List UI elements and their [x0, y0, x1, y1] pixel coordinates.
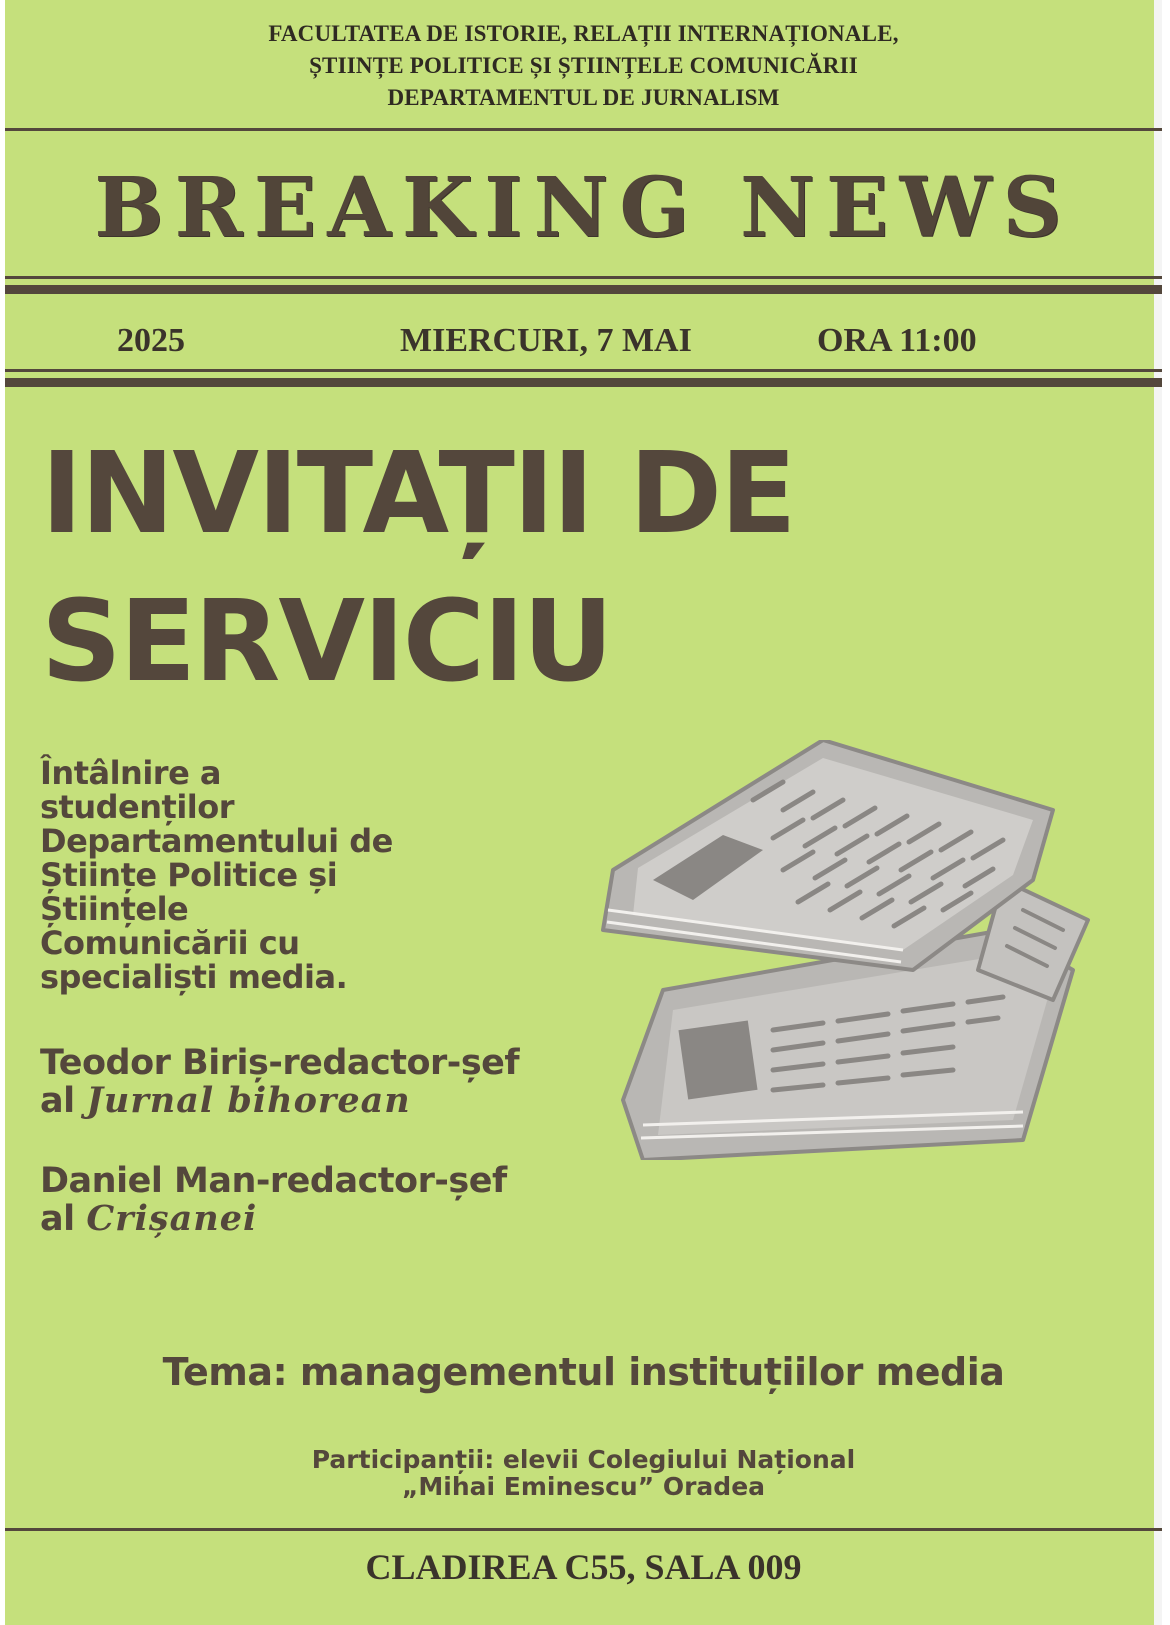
department-line: DEPARTAMENTUL DE JURNALISM — [387, 85, 780, 110]
divider — [5, 1528, 1162, 1531]
theme-line: Tema: managementul instituțiilor media — [162, 1350, 1005, 1394]
publication-name: Crișanei — [86, 1198, 258, 1239]
participants-line: Participanții: elevii Colegiului Național — [311, 1445, 856, 1474]
divider — [5, 369, 1162, 372]
intro-line: Întâlnire a — [40, 754, 222, 792]
divider — [5, 276, 1162, 279]
divider — [5, 128, 1162, 131]
date-row — [5, 322, 1162, 372]
guest-daniel-man — [40, 1162, 507, 1238]
publication-name: Jurnal bihorean — [86, 1080, 411, 1121]
intro-line: specialiști media. — [40, 958, 348, 996]
intro-line: studenților — [40, 788, 235, 826]
intro-line: Științe Politice și — [40, 856, 338, 894]
guest-prefix: al — [40, 1081, 87, 1121]
intro-line: Științele — [40, 890, 189, 928]
event-date: MIERCURI, 7 MAI — [400, 322, 692, 359]
guest-title: Teodor Biriș-redactor-șef — [40, 1043, 520, 1083]
poster — [5, 0, 1162, 1625]
faculty-line: ȘTIINȚE POLITICE ȘI ȘTIINȚELE COMUNICĂRII — [309, 53, 858, 78]
participants-line: „Mihai Eminescu” Oradea — [401, 1472, 766, 1501]
newspaper-stack-icon — [583, 740, 1133, 1160]
location: CLADIREA C55, SALA 009 — [365, 1547, 802, 1587]
guest-prefix: al — [40, 1199, 87, 1239]
divider — [5, 378, 1162, 387]
headline — [41, 420, 795, 716]
year: 2025 — [117, 322, 185, 359]
guest-title: Daniel Man-redactor-șef — [40, 1161, 507, 1201]
masthead-title: BREAKING NEWS — [94, 160, 1073, 256]
faculty-header — [5, 18, 1162, 114]
divider — [5, 285, 1162, 294]
intro-line: Comunicării cu — [40, 924, 300, 962]
faculty-line: FACULTATEA DE ISTORIE, RELAȚII INTERNAȚIONALE, — [268, 21, 899, 46]
headline-line: INVITAȚII DE — [41, 429, 795, 559]
event-time: ORA 11:00 — [817, 322, 977, 359]
intro-text — [40, 756, 440, 994]
guest-teodor-biris — [40, 1044, 519, 1120]
participants — [5, 1446, 1162, 1500]
headline-line: SERVICIU — [41, 577, 612, 707]
intro-line: Departamentului de — [40, 822, 393, 860]
